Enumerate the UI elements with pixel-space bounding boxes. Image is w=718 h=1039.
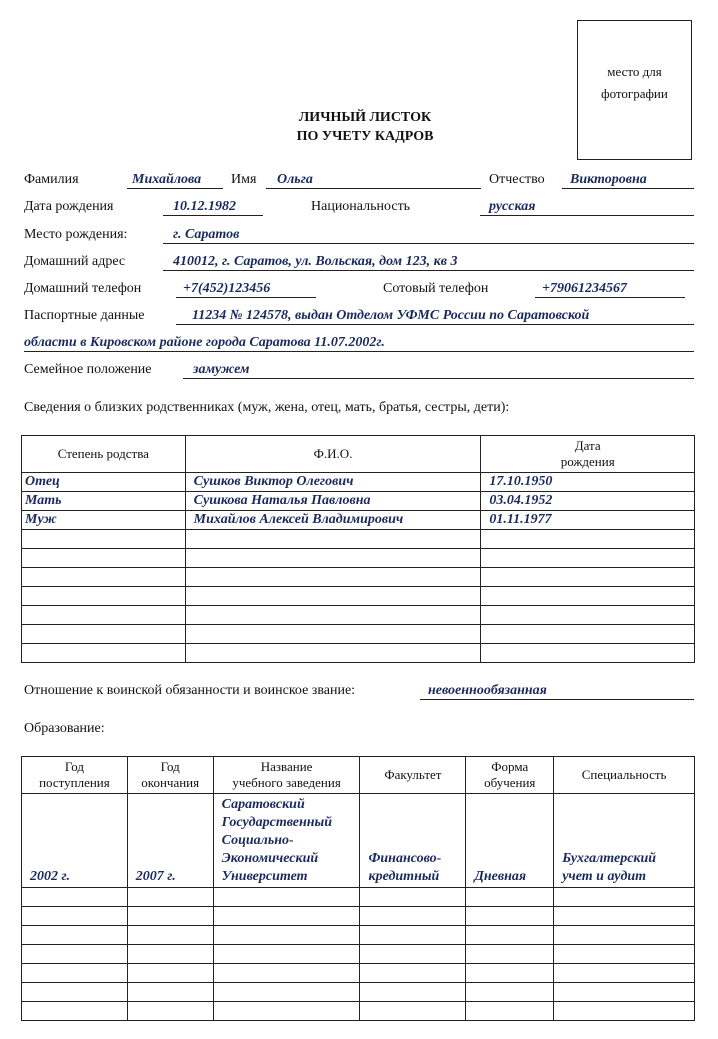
birthdate-value[interactable]: 10.12.1982: [173, 199, 236, 214]
education-institution-line: Экономический: [221, 851, 319, 866]
empty-cell[interactable]: [360, 964, 466, 983]
military-label: Отношение к воинской обязанности и воинское звание:: [24, 683, 356, 698]
empty-cell[interactable]: [466, 964, 554, 983]
education-faculty-line: кредитный: [368, 869, 440, 884]
relative-fio[interactable]: Сушкова Наталья Павловна: [185, 492, 481, 511]
education-institution-line: Государственный: [221, 815, 333, 830]
mobile-phone-label: Сотовый телефон: [383, 281, 489, 296]
empty-cell[interactable]: [360, 888, 466, 907]
education-specialty-line: Бухгалтерский: [562, 851, 657, 866]
table-row: [22, 907, 695, 926]
empty-cell[interactable]: [481, 549, 695, 568]
patronymic-underline: [562, 188, 694, 189]
marital-status-value[interactable]: замужем: [193, 362, 250, 377]
education-header-form: [466, 757, 554, 794]
education-header-end-line2: окончания: [141, 775, 200, 790]
empty-cell[interactable]: [185, 644, 481, 663]
empty-cell[interactable]: [127, 964, 213, 983]
empty-cell[interactable]: [481, 587, 695, 606]
table-row: [22, 606, 695, 625]
passport-value-line1[interactable]: 11234 № 124578, выдан Отделом УФМС России по Саратовской: [192, 308, 590, 323]
empty-cell[interactable]: [185, 625, 481, 644]
empty-cell[interactable]: [466, 907, 554, 926]
education-faculty[interactable]: [360, 794, 466, 888]
mobile-phone-value[interactable]: +79061234567: [542, 281, 627, 296]
birthplace-label: Место рождения:: [24, 227, 128, 242]
military-underline: [420, 699, 694, 700]
nationality-label: Национальность: [311, 199, 411, 214]
empty-cell[interactable]: [554, 888, 695, 907]
empty-cell[interactable]: [22, 587, 186, 606]
empty-cell[interactable]: [213, 926, 360, 945]
photo-placeholder: [577, 20, 692, 160]
home-phone-label: Домашний телефон: [24, 281, 142, 296]
table-row: [22, 794, 695, 888]
empty-cell[interactable]: [554, 945, 695, 964]
empty-cell[interactable]: [466, 945, 554, 964]
empty-cell[interactable]: [22, 568, 186, 587]
table-row: [22, 926, 695, 945]
empty-cell[interactable]: [127, 983, 213, 1002]
empty-cell[interactable]: [22, 625, 186, 644]
relative-birthdate[interactable]: 01.11.1977: [481, 511, 695, 530]
education-header-end: [127, 757, 213, 794]
education-start-year[interactable]: 2002 г.: [22, 794, 128, 888]
surname-underline: [127, 188, 223, 189]
form-title: [260, 108, 470, 146]
relative-fio[interactable]: Михайлов Алексей Владимирович: [185, 511, 481, 530]
birthplace-underline: [163, 243, 694, 244]
empty-cell[interactable]: [22, 530, 186, 549]
empty-cell[interactable]: [22, 888, 128, 907]
empty-cell[interactable]: [213, 907, 360, 926]
empty-cell[interactable]: [360, 926, 466, 945]
empty-cell[interactable]: [22, 945, 128, 964]
empty-cell[interactable]: [481, 530, 695, 549]
education-header-end-line1: Год: [160, 759, 180, 774]
education-header-institution-line2: учебного заведения: [232, 775, 341, 790]
education-header-institution: [213, 757, 360, 794]
relatives-heading: Сведения о близких родственниках (муж, жена, отец, мать, братья, сестры, дети):: [24, 400, 510, 415]
passport-value-line2[interactable]: области в Кировском районе города Саратова 11.07.2002г.: [24, 335, 385, 350]
relative-fio[interactable]: Сушков Виктор Олегович: [185, 473, 481, 492]
education-header-start-line2: поступления: [39, 775, 110, 790]
name-underline: [266, 188, 481, 189]
empty-cell[interactable]: [127, 888, 213, 907]
empty-cell[interactable]: [466, 888, 554, 907]
relatives-header-date: [481, 436, 695, 473]
empty-cell[interactable]: [213, 1002, 360, 1021]
empty-cell[interactable]: [481, 644, 695, 663]
table-row: [22, 644, 695, 663]
empty-cell[interactable]: [481, 606, 695, 625]
table-row: [22, 492, 695, 511]
marital-status-label: Семейное положение: [24, 362, 152, 377]
table-row: [22, 530, 695, 549]
empty-cell[interactable]: [185, 549, 481, 568]
table-row: [22, 511, 695, 530]
form-title-line1: ЛИЧНЫЙ ЛИСТОК: [298, 110, 432, 125]
empty-cell[interactable]: [466, 983, 554, 1002]
education-header-start: [22, 757, 128, 794]
empty-cell[interactable]: [213, 983, 360, 1002]
table-row: [22, 549, 695, 568]
form-title-line2: ПО УЧЕТУ КАДРОВ: [296, 129, 434, 144]
empty-cell[interactable]: [185, 587, 481, 606]
home-phone-underline: [176, 297, 316, 298]
birthdate-underline: [163, 215, 263, 216]
empty-cell[interactable]: [22, 606, 186, 625]
empty-cell[interactable]: [466, 1002, 554, 1021]
empty-cell[interactable]: [22, 964, 128, 983]
address-value[interactable]: 410012, г. Саратов, ул. Вольская, дом 123, кв 3: [173, 254, 458, 269]
name-value[interactable]: Ольга: [277, 172, 313, 187]
empty-cell[interactable]: [22, 644, 186, 663]
empty-cell[interactable]: [481, 568, 695, 587]
education-specialty[interactable]: [554, 794, 695, 888]
patronymic-label: Отчество: [489, 172, 545, 187]
table-row: [22, 945, 695, 964]
mobile-phone-underline: [535, 297, 685, 298]
empty-cell[interactable]: [22, 926, 128, 945]
nationality-underline: [480, 215, 694, 216]
empty-cell[interactable]: [22, 907, 128, 926]
nationality-value[interactable]: русская: [489, 199, 536, 214]
address-underline: [163, 270, 694, 271]
education-specialty-line: учет и аудит: [562, 869, 647, 884]
education-table: [21, 756, 695, 1021]
photo-label-line1: место для: [607, 64, 662, 79]
relative-relation[interactable]: Отец: [22, 473, 186, 492]
relative-relation[interactable]: Мать: [22, 492, 186, 511]
birthdate-label: Дата рождения: [24, 199, 114, 214]
empty-cell[interactable]: [360, 907, 466, 926]
table-row: [22, 983, 695, 1002]
empty-cell[interactable]: [554, 983, 695, 1002]
empty-cell[interactable]: [22, 1002, 128, 1021]
birthplace-value[interactable]: г. Саратов: [173, 227, 240, 242]
empty-cell[interactable]: [185, 530, 481, 549]
empty-cell[interactable]: [213, 964, 360, 983]
empty-cell[interactable]: [185, 606, 481, 625]
table-row: [22, 625, 695, 644]
table-row: [22, 888, 695, 907]
address-label: Домашний адрес: [24, 254, 126, 269]
education-header-specialty: Специальность: [554, 757, 695, 794]
education-end-year[interactable]: 2007 г.: [127, 794, 213, 888]
education-header-institution-line1: Название: [260, 759, 313, 774]
empty-cell[interactable]: [360, 983, 466, 1002]
passport-underline-1: [176, 324, 694, 325]
relative-birthdate[interactable]: 03.04.1952: [481, 492, 695, 511]
empty-cell[interactable]: [213, 888, 360, 907]
surname-value[interactable]: Михайлова: [132, 172, 202, 187]
table-row: [22, 568, 695, 587]
relatives-header-date-line2: рождения: [560, 454, 615, 469]
relatives-header-fio: Ф.И.О.: [185, 436, 481, 473]
empty-cell[interactable]: [466, 926, 554, 945]
education-header-form-line2: обучения: [484, 775, 536, 790]
relatives-header-date-line1: Дата: [574, 438, 601, 453]
relatives-table: [21, 435, 695, 663]
military-value[interactable]: невоеннообязанная: [428, 683, 547, 698]
education-header-faculty: Факультет: [360, 757, 466, 794]
empty-cell[interactable]: [127, 1002, 213, 1021]
empty-cell[interactable]: [127, 926, 213, 945]
table-row: [22, 1002, 695, 1021]
empty-cell[interactable]: [22, 983, 128, 1002]
name-label: Имя: [231, 172, 257, 187]
education-header-form-line1: Форма: [491, 759, 529, 774]
surname-label: Фамилия: [24, 172, 79, 187]
empty-cell[interactable]: [127, 945, 213, 964]
education-faculty-line: Финансово-: [368, 851, 442, 866]
education-heading: Образование:: [24, 721, 105, 736]
education-form[interactable]: Дневная: [466, 794, 554, 888]
empty-cell[interactable]: [360, 945, 466, 964]
home-phone-value[interactable]: +7(452)123456: [183, 281, 271, 296]
patronymic-value[interactable]: Викторовна: [570, 172, 647, 187]
table-row: [22, 473, 695, 492]
passport-underline-2: [24, 351, 694, 352]
education-institution-line: Саратовский: [221, 797, 305, 812]
photo-label-line2: фотографии: [601, 86, 668, 101]
table-row: [22, 964, 695, 983]
relatives-header-relation: Степень родства: [22, 436, 186, 473]
relatives-header-row: [22, 436, 695, 473]
empty-cell[interactable]: [554, 964, 695, 983]
marital-status-underline: [183, 378, 694, 379]
passport-label: Паспортные данные: [24, 308, 145, 323]
education-institution[interactable]: [213, 794, 360, 888]
empty-cell[interactable]: [481, 625, 695, 644]
empty-cell[interactable]: [554, 907, 695, 926]
empty-cell[interactable]: [554, 926, 695, 945]
education-institution-line: Университет: [221, 869, 308, 884]
education-header-row: [22, 757, 695, 794]
empty-cell[interactable]: [22, 549, 186, 568]
table-row: [22, 587, 695, 606]
relative-relation[interactable]: Муж: [22, 511, 186, 530]
relative-birthdate[interactable]: 17.10.1950: [481, 473, 695, 492]
empty-cell[interactable]: [213, 945, 360, 964]
empty-cell[interactable]: [127, 907, 213, 926]
education-header-start-line1: Год: [64, 759, 84, 774]
empty-cell[interactable]: [185, 568, 481, 587]
empty-cell[interactable]: [360, 1002, 466, 1021]
empty-cell[interactable]: [554, 1002, 695, 1021]
education-institution-line: Социально-: [221, 833, 294, 848]
